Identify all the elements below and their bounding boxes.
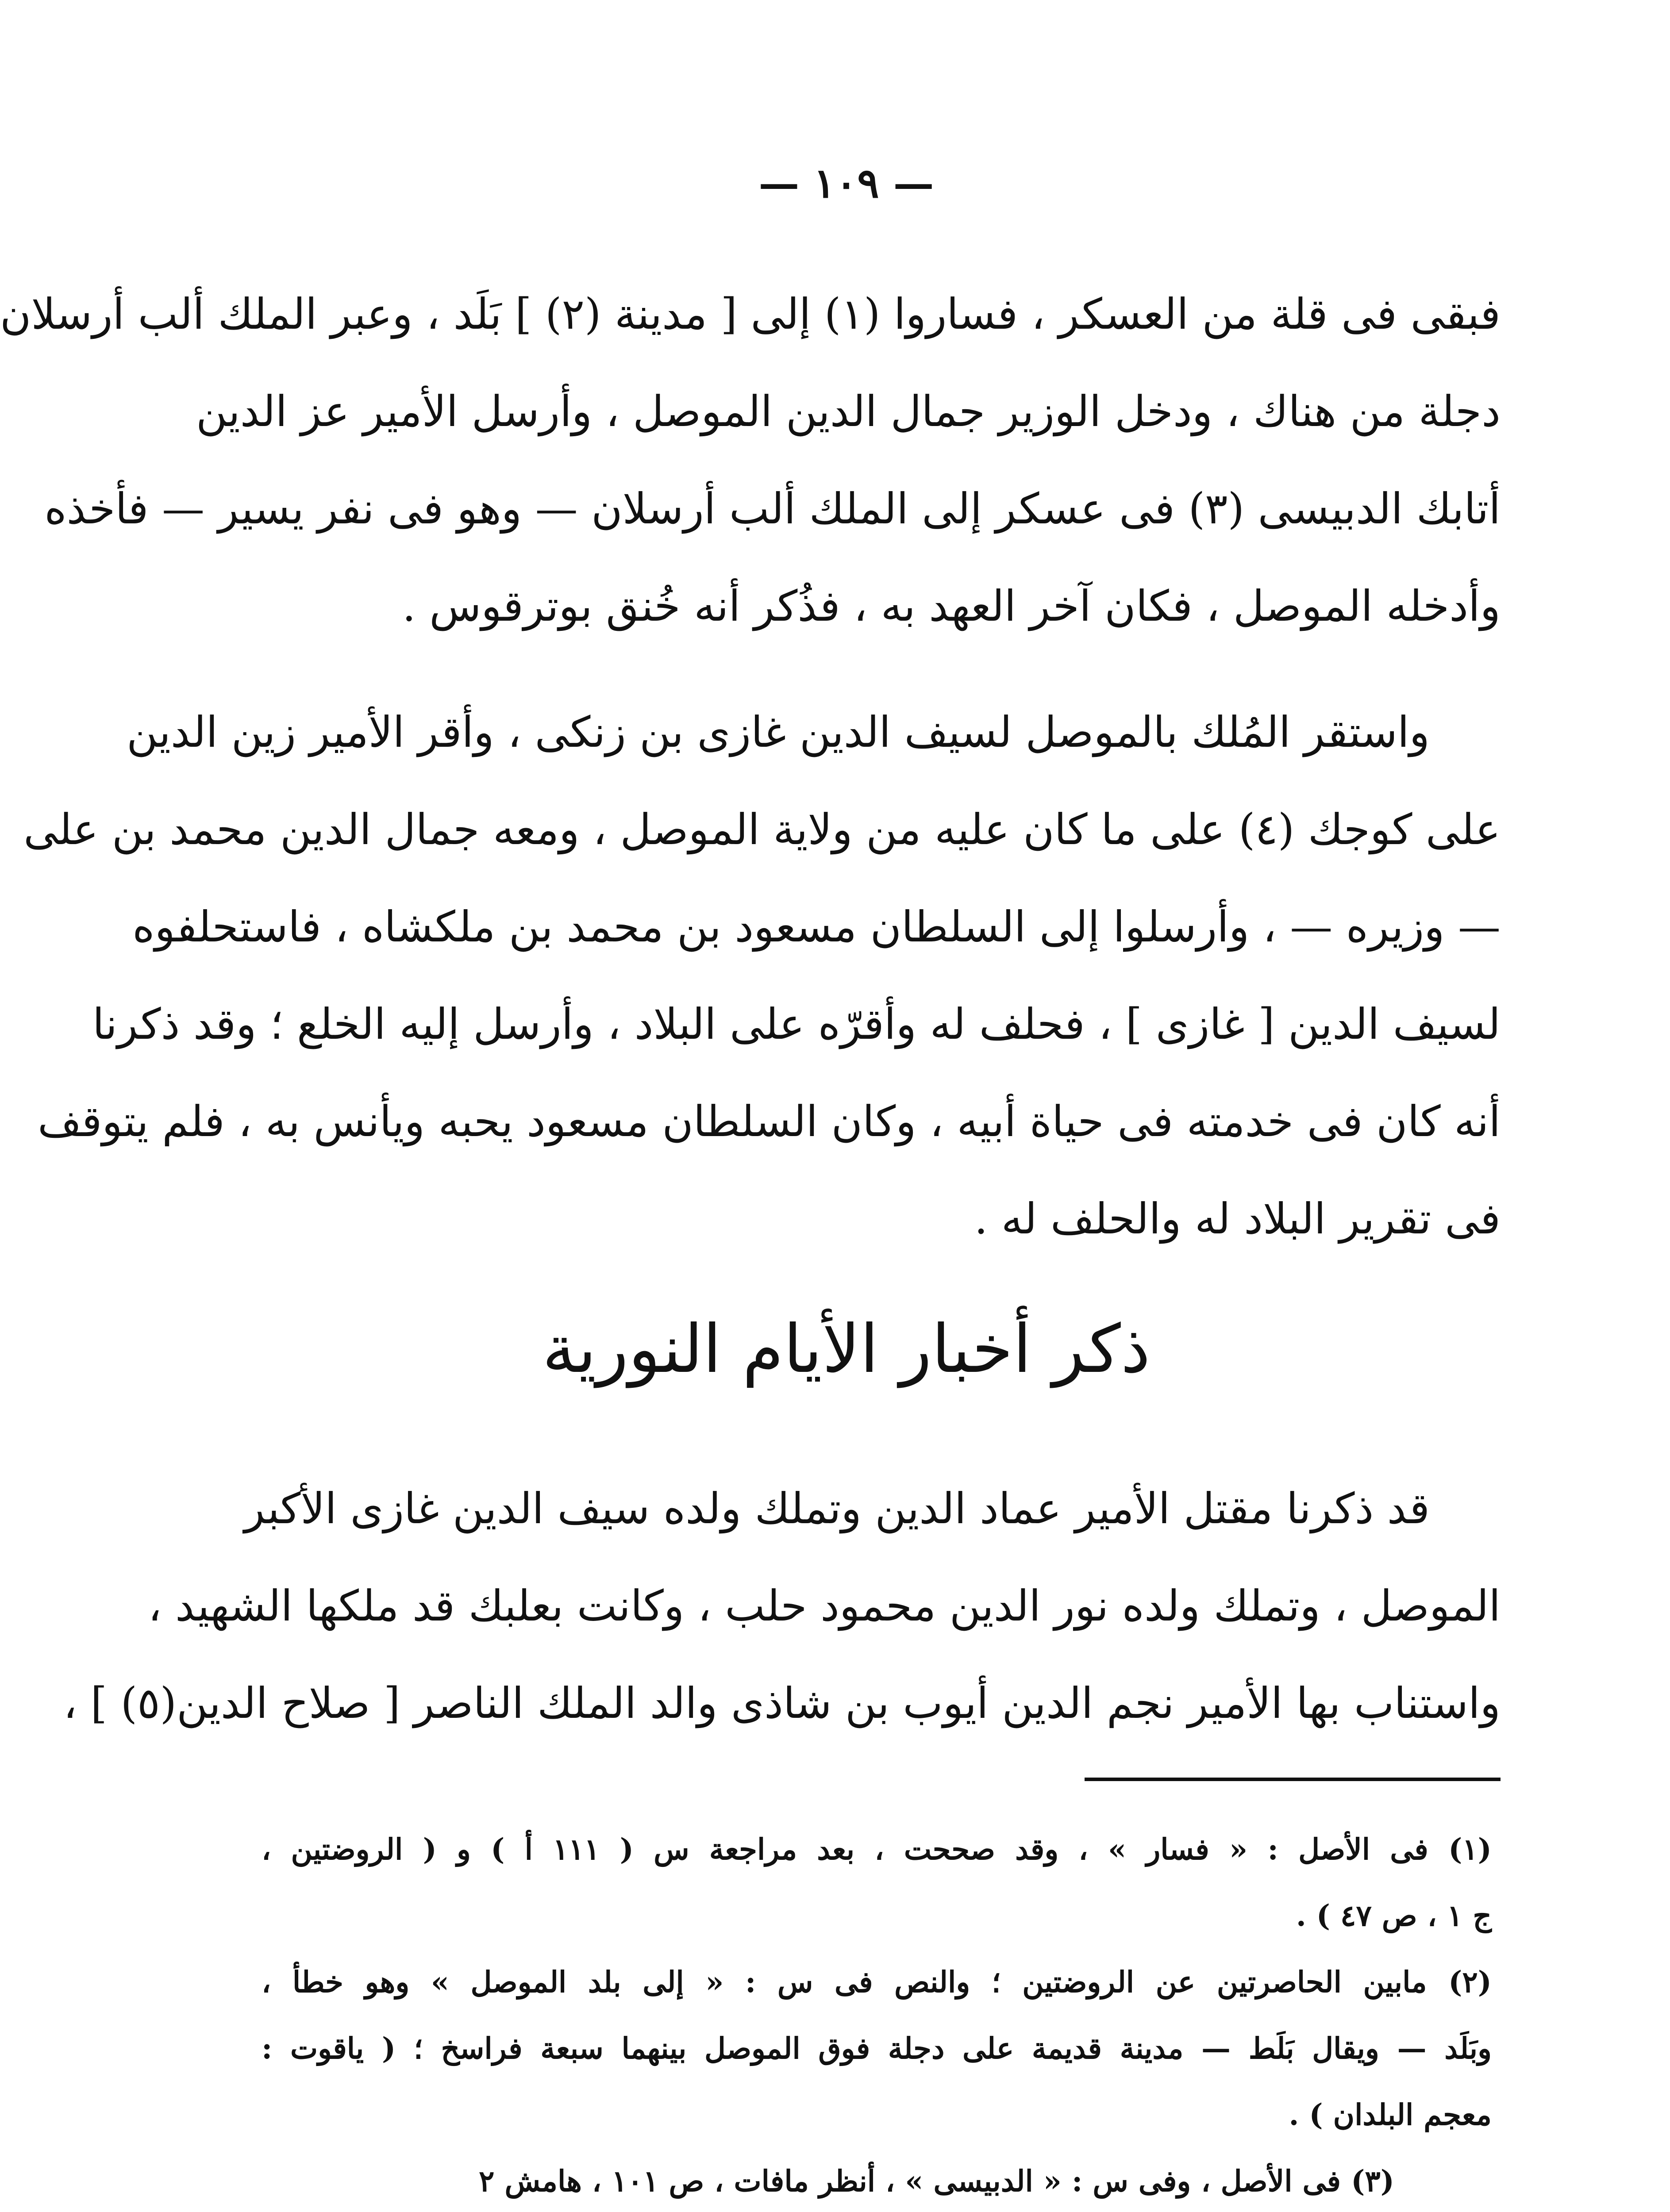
text-line: فى تقرير البلاد له والحلف له . [974, 1194, 1501, 1244]
paragraph-1 [0, 265, 1501, 655]
text-line: الموصل ، وتملك ولده نور الدين محمود حلب ، وكانت بعلبك قد ملكها الشهيد ، [148, 1581, 1501, 1631]
text-line: لسيف الدين [ غازى ] ، فحلف له وأقرّه على البلاد ، وأرسل إليه الخلع ؛ وقد ذكرنا [92, 999, 1501, 1049]
footnote-line: وبَلَد — ويقال بَلَط — مدينة قديمة على دجلة فوق الموصل بينهما سبعة فراسخ ؛ ( ياقوت : [262, 2031, 1492, 2066]
footnote-line: ج ١ ، ص ٤٧ ) . [1296, 1898, 1492, 1933]
section-heading: ذكر أخبار الأيام النورية [542, 1311, 1151, 1388]
text-line: قد ذكرنا مقتل الأمير عماد الدين وتملك ولده سيف الدين غازى الأكبر [244, 1484, 1430, 1533]
footnote-line: (٣) فى الأصل ، وفى س : « الدبيسى » ، أنظر مافات ، ص ١٠١ ، هامش ٢ [479, 2164, 1394, 2198]
text-line: أتابك الدبيسى (٣) فى عسكر إلى الملك ألب أرسلان — وهو فى نفر يسير — فأخذه [44, 484, 1501, 534]
footnote-line: معجم البلدان ) . [1289, 2097, 1492, 2132]
footnote-divider [1085, 1778, 1501, 1781]
footnote-line: (١) فى الأصل : « فسار » ، وقد صححت ، بعد مراجعة س ( ١١١ أ ) و ( الروضتين ، [262, 1832, 1492, 1866]
text-line: أنه كان فى خدمته فى حياة أبيه ، وكان السلطان مسعود يحبه ويأنس به ، فلم يتوقف [38, 1097, 1501, 1146]
text-line: دجلة من هناك ، ودخل الوزير جمال الدين الموصل ، وأرسل الأمير عز الدين [196, 387, 1501, 436]
text-line: واستناب بها الأمير نجم الدين أيوب بن شاذى والد الملك الناصر [ صلاح الدين(٥) ] ، [63, 1678, 1501, 1728]
footnotes [262, 1816, 1492, 2212]
text-line: — وزيره — ، وأرسلوا إلى السلطان مسعود بن محمد بن ملكشاه ، فاستحلفوه [132, 902, 1501, 952]
text-line: على كوجك (٤) على ما كان عليه من ولاية الموصل ، ومعه جمال الدين محمد بن على [23, 805, 1501, 854]
text-line: وأدخله الموصل ، فكان آخر العهد به ، فذُكر أنه خُنق بوترقوس . [402, 581, 1501, 631]
page-number: — ١٠٩ — [758, 159, 934, 207]
text-line: واستقر المُلك بالموصل لسيف الدين غازى بن زنكى ، وأقر الأمير زين الدين [127, 707, 1430, 757]
text-line: فبقى فى قلة من العسكر ، فساروا (١) إلى [ مدينة (٢) ] بَلَد ، وعبر الملك ألب أرسلان [0, 289, 1501, 339]
paragraph-3 [63, 1460, 1501, 1752]
paragraph-2 [23, 684, 1501, 1267]
footnote-line: (٢) مابين الحاصرتين عن الروضتين ؛ والنص فى س : « إلى بلد الموصل » وهو خطأ ، [262, 1965, 1492, 1999]
